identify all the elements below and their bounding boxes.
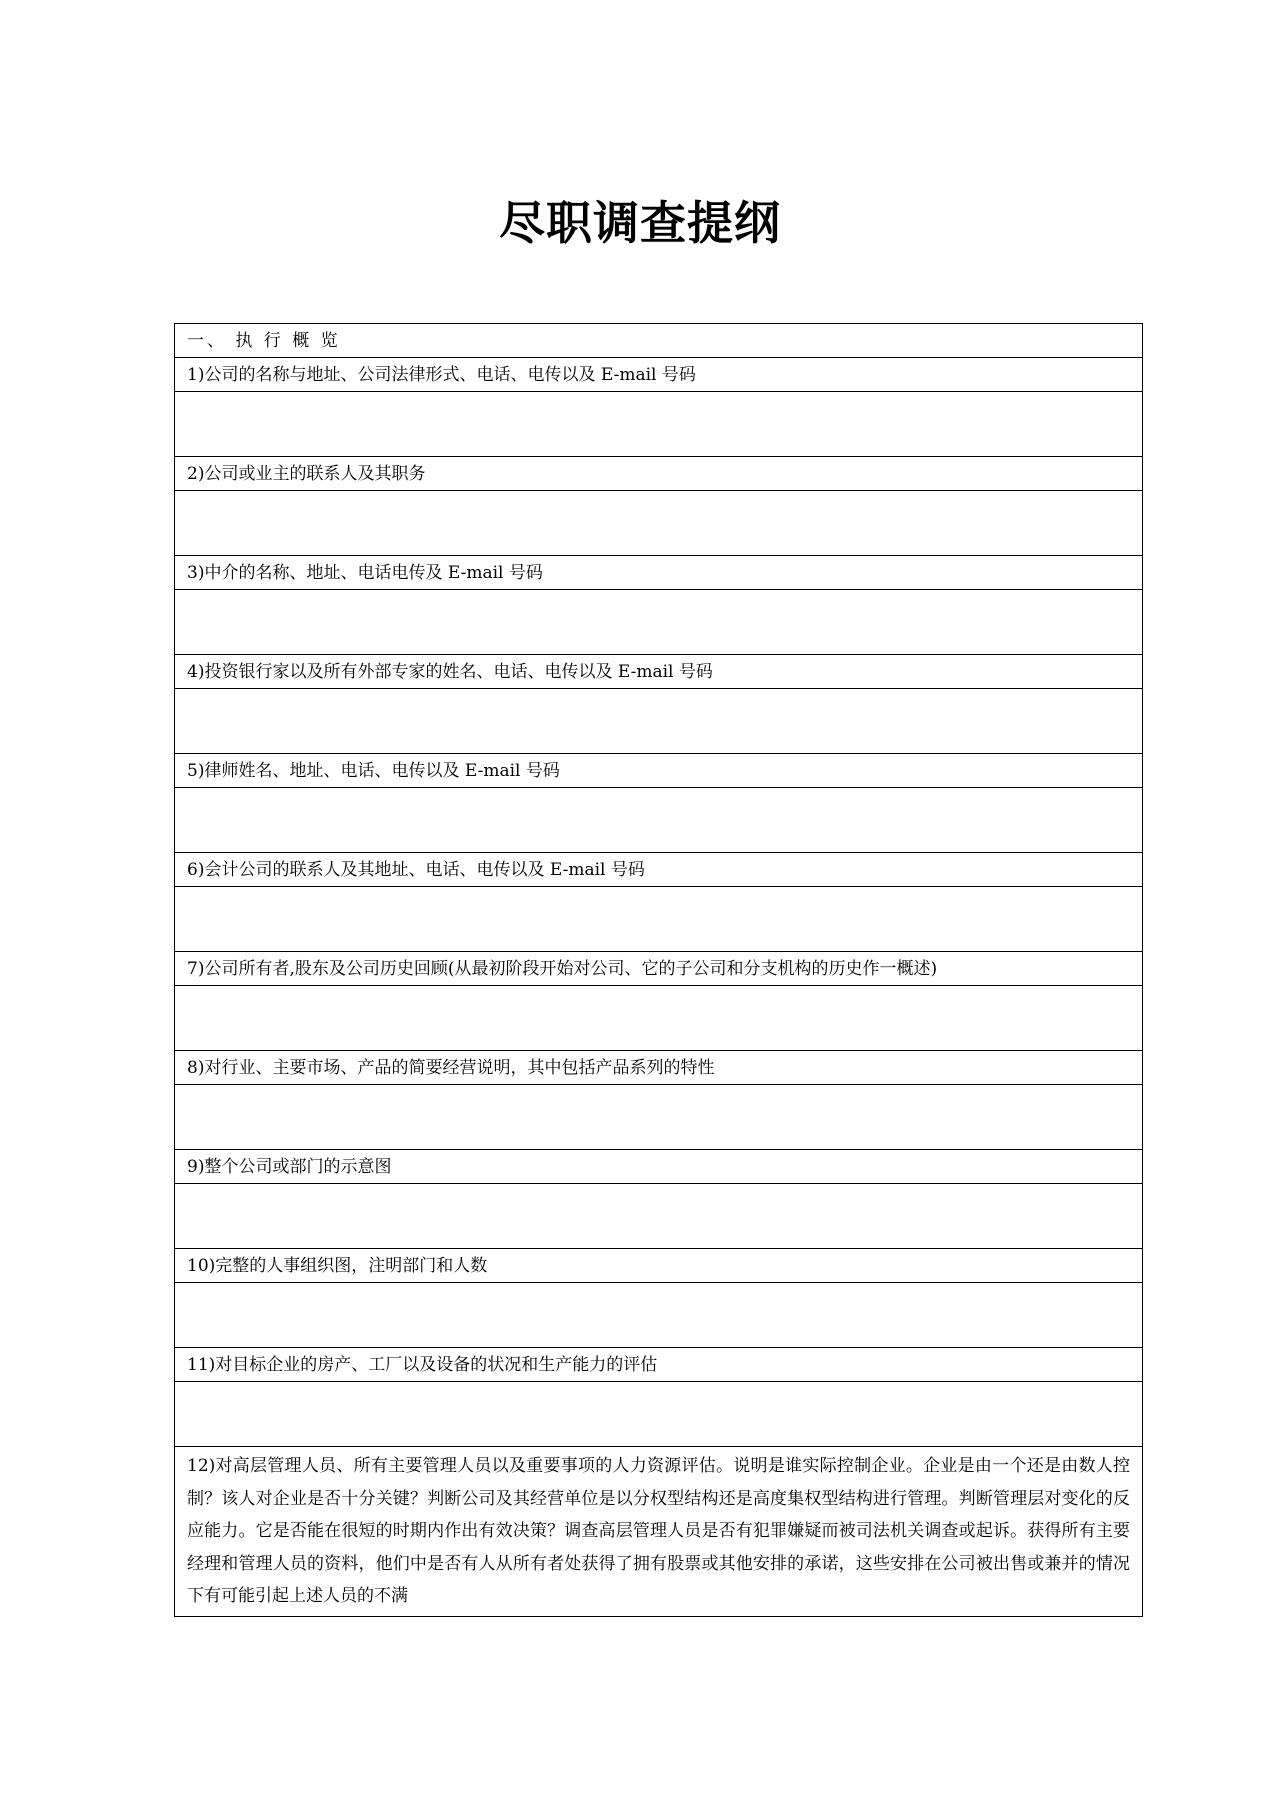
item-row [175, 853, 1143, 887]
item-row [175, 358, 1143, 392]
item-3-answer [175, 590, 1143, 655]
item-11-label: 11)对目标企业的房产、工厂以及设备的状况和生产能力的评估 [175, 1348, 1143, 1382]
item-3-label: 3)中介的名称、地址、电话电传及 E-mail 号码 [175, 556, 1143, 590]
item-4-label: 4)投资银行家以及所有外部专家的姓名、电话、电传以及 E-mail 号码 [175, 655, 1143, 689]
item-1-answer-cell [175, 392, 1143, 457]
section-heading-row [175, 324, 1143, 358]
item-5-answer [175, 788, 1143, 853]
item-7-answer [175, 986, 1143, 1051]
item-8-label: 8)对行业、主要市场、产品的简要经营说明，其中包括产品系列的特性 [175, 1051, 1143, 1085]
item-10-label: 10)完整的人事组织图，注明部门和人数 [175, 1249, 1143, 1283]
item-9-label: 9)整个公司或部门的示意图 [175, 1150, 1143, 1184]
item-5-answer-cell [175, 788, 1143, 853]
item-row [175, 1051, 1143, 1085]
item-10-answer [175, 1283, 1143, 1348]
section-heading: 一、 执 行 概 览 [175, 324, 1143, 358]
item-row [175, 556, 1143, 590]
item-3-answer-cell [175, 590, 1143, 655]
item-row [175, 1249, 1143, 1283]
item-5-label: 5)律师姓名、地址、电话、电传以及 E-mail 号码 [175, 754, 1143, 788]
item-1-answer [175, 392, 1143, 457]
item-9-answer [175, 1184, 1143, 1249]
item-4-answer-cell [175, 689, 1143, 754]
item-8-answer-cell [175, 1085, 1143, 1150]
item-row [175, 1447, 1143, 1617]
item-6-answer-cell [175, 887, 1143, 952]
item-11-answer-cell [175, 1382, 1143, 1447]
item-7-answer-cell [175, 986, 1143, 1051]
item-6-answer [175, 887, 1143, 952]
item-row [175, 457, 1143, 491]
item-2-label: 2)公司或业主的联系人及其职务 [175, 457, 1143, 491]
item-row [175, 754, 1143, 788]
item-6-label: 6)会计公司的联系人及其地址、电话、电传以及 E-mail 号码 [175, 853, 1143, 887]
item-1-label: 1)公司的名称与地址、公司法律形式、电话、电传以及 E-mail 号码 [175, 358, 1143, 392]
item-row [175, 1348, 1143, 1382]
due-diligence-outline-table [174, 323, 1143, 1617]
item-4-answer [175, 689, 1143, 754]
item-9-answer-cell [175, 1184, 1143, 1249]
item-row [175, 952, 1143, 986]
item-12-label: 12)对高层管理人员、所有主要管理人员以及重要事项的人力资源评估。说明是谁实际控制企业。企业是由一个还是由数人控制？该人对企业是否十分关键？判断公司及其经营单位是以分权型结构还是高度集权型结构进行管理。判断管理层对变化的反应能力。它是否能在很短的时期内作出有效决策？调查高层管理人员是否有犯罪嫌疑而被司法机关调查或起诉。获得所有主要经理和管理人员的资料，他们中是否有人从所有者处获得了拥有股票或其他安排的承诺，这些安排在公司被出售或兼并的情况下有可能引起上述人员的不满 [175, 1447, 1143, 1617]
item-8-answer [175, 1085, 1143, 1150]
item-2-answer-cell [175, 491, 1143, 556]
item-row [175, 1150, 1143, 1184]
item-10-answer-cell [175, 1283, 1143, 1348]
item-11-answer [175, 1382, 1143, 1447]
item-row [175, 655, 1143, 689]
item-2-answer [175, 491, 1143, 556]
item-7-label: 7)公司所有者,股东及公司历史回顾(从最初阶段开始对公司、它的子公司和分支机构的历史作一概述) [175, 952, 1143, 986]
page-title: 尽职调查提纲 [499, 196, 781, 250]
